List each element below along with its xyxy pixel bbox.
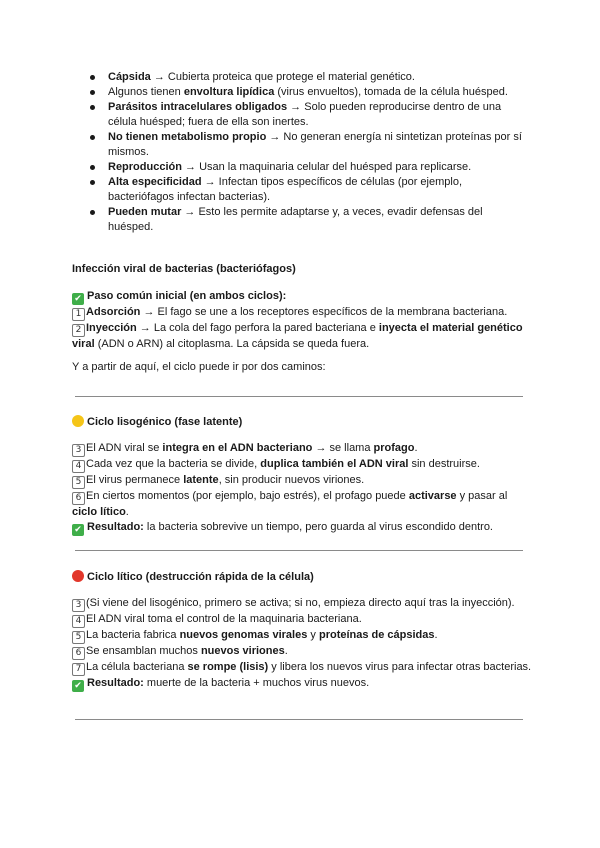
number-4-icon: 4 — [72, 615, 85, 628]
text-run: (ADN o ARN) al citoplasma. La cápsida se queda fuera. — [94, 338, 370, 350]
common-step-block — [72, 289, 532, 352]
text-run: En ciertos momentos (por ejemplo, bajo estrés), el profago puede — [86, 490, 409, 502]
text-run: muerte de la bacteria + muchos virus nuevos. — [143, 677, 370, 689]
bold-text: duplica también el ADN viral — [260, 458, 409, 470]
lytic-step — [72, 660, 532, 676]
bullet-icon — [90, 210, 95, 215]
text-run: y — [307, 629, 319, 641]
lytic-steps-list — [72, 596, 532, 676]
bold-text: Inyección — [86, 322, 137, 334]
text-run: → El fago se une a los receptores específicos de la membrana bacteriana. — [140, 306, 508, 318]
text-run: → Esto les permite adaptarse y, a veces, evadir defensas del huésped. — [108, 206, 483, 233]
number-6-icon: 6 — [72, 647, 85, 660]
bold-text: Cápsida — [108, 71, 151, 83]
intro-paths — [72, 361, 532, 373]
bold-text: inyecta el material genético viral — [72, 322, 523, 350]
lysogenic-block — [72, 415, 532, 536]
section-title — [72, 263, 532, 275]
bold-text: latente — [183, 474, 219, 486]
lysogenic-step — [72, 489, 532, 520]
divider — [75, 550, 523, 551]
number-6-icon: 6 — [72, 492, 85, 505]
text-run: Se ensamblan muchos — [86, 645, 201, 657]
common-step-heading — [72, 289, 532, 305]
bullet-icon — [90, 105, 95, 110]
text-run: (virus envueltos), tomada de la célula huésped. — [274, 86, 508, 98]
text-run: y pasar al — [456, 490, 508, 502]
lysogenic-steps-list — [72, 441, 532, 520]
intro-paths-text: Y a partir de aquí, el ciclo puede ir por dos caminos: — [72, 361, 326, 373]
text-run: → No generan energía ni sintetizan proteínas por sí mismos. — [108, 131, 522, 158]
red-circle-icon — [72, 570, 84, 582]
bullet-icon — [90, 75, 95, 80]
text-run: , sin producir nuevos viriones. — [218, 474, 365, 486]
bold-text: nuevos viriones — [200, 645, 285, 657]
text-run: La bacteria fabrica — [86, 629, 180, 641]
lytic-step — [72, 612, 532, 628]
bold-text: Alta especificidad — [108, 176, 202, 188]
bold-text: Resultado: — [87, 677, 144, 689]
text-run: El ADN viral toma el control de la maquinaria bacteriana. — [86, 613, 362, 625]
bold-text: envoltura lipídica — [183, 86, 275, 98]
lytic-heading — [72, 570, 532, 585]
text-run: El virus permanece — [86, 474, 184, 486]
number-5-icon: 5 — [72, 476, 85, 489]
yellow-circle-icon — [72, 415, 84, 427]
text-run: . — [434, 629, 438, 641]
bold-text: Parásitos intracelulares obligados — [108, 101, 288, 113]
lysogenic-step — [72, 473, 532, 489]
bold-text: ciclo lítico — [72, 506, 126, 518]
text-run: Cada vez que la bacteria se divide, — [86, 458, 261, 470]
bold-text: Adsorción — [86, 306, 141, 318]
text-run: La célula bacteriana — [86, 661, 188, 673]
check-icon: ✔ — [72, 524, 84, 536]
text-run: . — [284, 645, 288, 657]
bold-text: activarse — [408, 490, 457, 502]
number-3-icon: 3 — [72, 599, 85, 612]
number-5-icon: 5 — [72, 631, 85, 644]
lysogenic-step — [72, 441, 532, 457]
text-run: → Solo pueden reproducirse dentro de una célula huésped; fuera de ella son inertes. — [108, 101, 502, 128]
text-run: → La cola del fago perfora la pared bacteriana e — [136, 322, 379, 334]
text-run: la bacteria sobrevive un tiempo, pero guarda al virus escondido dentro. — [143, 521, 493, 533]
bullet-icon — [90, 90, 95, 95]
bold-text: nuevos genomas virales — [179, 629, 308, 641]
lysogenic-title: Ciclo lisogénico (fase latente) — [87, 416, 243, 428]
lytic-step — [72, 644, 532, 660]
section-title-text: Infección viral de bacterias (bacteriófagos) — [72, 263, 296, 275]
number-4-icon: 4 — [72, 460, 85, 473]
characteristic-item — [90, 85, 530, 100]
lysogenic-heading — [72, 415, 532, 430]
bold-text: Pueden mutar — [108, 206, 182, 218]
text-run: y libera los nuevos virus para infectar otras bacterias. — [268, 661, 532, 673]
bullet-icon — [90, 135, 95, 140]
common-step — [72, 305, 532, 321]
lytic-title: Ciclo lítico (destrucción rápida de la célula) — [87, 571, 314, 583]
text-run: → se llama — [312, 442, 374, 454]
bold-text: proteínas de cápsidas — [318, 629, 435, 641]
text-run: → Cubierta proteica que protege el material genético. — [150, 71, 415, 83]
text-run: → Usan la maquinaria celular del huésped para replicarse. — [181, 161, 472, 173]
text-run: El ADN viral se — [86, 442, 163, 454]
characteristic-item — [90, 160, 530, 175]
characteristic-item — [90, 100, 530, 130]
characteristic-item — [90, 70, 530, 85]
number-2-icon: 2 — [72, 324, 85, 337]
characteristic-item — [90, 130, 530, 160]
lytic-result — [72, 676, 532, 692]
number-3-icon: 3 — [72, 444, 85, 457]
text-run: sin destruirse. — [408, 458, 480, 470]
bold-text: integra en el ADN bacteriano — [162, 442, 313, 454]
characteristic-item — [90, 175, 530, 205]
bullet-icon — [90, 165, 95, 170]
bold-text: Reproducción — [108, 161, 182, 173]
common-step-title: Paso común inicial (en ambos ciclos): — [87, 290, 287, 302]
lysogenic-step — [72, 457, 532, 473]
common-steps-list — [72, 305, 532, 352]
lysogenic-result — [72, 520, 532, 536]
text-run: → Infectan tipos específicos de células (por ejemplo, bacteriófagos infectan bacterias). — [108, 176, 463, 203]
characteristics-list — [90, 70, 530, 235]
check-icon: ✔ — [72, 680, 84, 692]
text-run: . — [125, 506, 129, 518]
lytic-step — [72, 628, 532, 644]
divider — [75, 396, 523, 397]
bold-text: profago — [373, 442, 415, 454]
bullet-icon — [90, 180, 95, 185]
text-run: Algunos tienen — [108, 86, 184, 98]
text-run: . — [414, 442, 418, 454]
number-1-icon: 1 — [72, 308, 85, 321]
bold-text: se rompe (lisis) — [187, 661, 269, 673]
divider — [75, 719, 523, 720]
check-icon: ✔ — [72, 293, 84, 305]
number-7-icon: 7 — [72, 663, 85, 676]
bold-text: No tienen metabolismo propio — [108, 131, 267, 143]
lytic-block — [72, 570, 532, 692]
text-run: (Si viene del lisogénico, primero se activa; si no, empieza directo aquí tras la inyección). — [86, 597, 515, 609]
lytic-step — [72, 596, 532, 612]
common-step — [72, 321, 532, 352]
bold-text: Resultado: — [87, 521, 144, 533]
characteristic-item — [90, 205, 530, 235]
